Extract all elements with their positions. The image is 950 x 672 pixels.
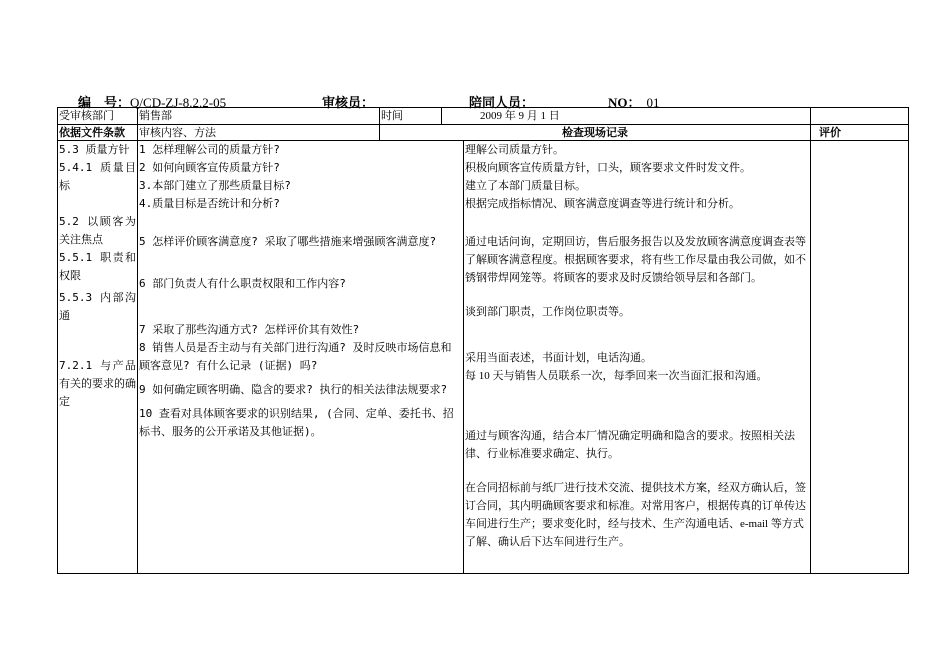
audit-checklist-table: [57, 107, 909, 574]
question-item: 7 采取了那些沟通方式? 怎样评价其有效性?: [139, 323, 360, 336]
record-number: NO： 01: [608, 95, 660, 111]
content-cell: [138, 141, 464, 574]
question-item: 8 销售人员是否主动与有关部门进行沟通? 及时反映市场信息和顾客意见? 有什么记录 (证据) 吗?: [139, 341, 452, 372]
clause-item: 5.2 以顾客为关注焦点: [59, 215, 136, 246]
audit-date: 2009 年 9 月 1 日: [480, 110, 560, 122]
dept-row: [58, 108, 909, 125]
eval-cell: [811, 141, 909, 574]
record-item: 根据完成指标情况、顾客满意度调查等进行统计和分析。: [465, 198, 740, 210]
doc-code: 编 号：Q/CD-ZJ-8.2.2-05: [78, 95, 227, 111]
question-item: 3.本部门建立了那些质量目标?: [139, 179, 291, 192]
record-item: 建立了本部门质量目标。: [465, 180, 586, 192]
audit-body-row: [58, 141, 909, 574]
clause-item: 5.5.3 内部沟通: [59, 291, 136, 322]
dept-label-cell: 受审核部门: [58, 108, 138, 125]
no-label: NO: [608, 95, 628, 110]
clause-cell: [58, 141, 138, 574]
question-item: 1 怎样理解公司的质量方针?: [139, 143, 280, 156]
time-value-cell: [442, 108, 811, 125]
question-item: 5 怎样评价顾客满意度? 采取了哪些措施来增强顾客满意度?: [139, 235, 437, 248]
escort-field: 陪同人员：: [469, 96, 535, 111]
record-item: 在合同招标前与纸厂进行技术交流、提供技术方案，经双方确认后，签订合同，其内明确顾客要求和标准。对常用客户，根据传真的订单传达车间进行生产；要求变化时，经与技术、生产沟通电话、e-mail 等方式了解、确认后下达车间进行生产。: [465, 482, 806, 548]
question-item: 4.质量目标是否统计和分析?: [139, 197, 280, 210]
doc-code-label: 编 号: [78, 96, 118, 111]
doc-code-value: Q/CD-ZJ-8.2.2-05: [130, 95, 227, 110]
question-item: 10 查看对具体顾客要求的识别结果, (合同、定单、委托书、招标书、服务的公开承诺及其他证据)。: [139, 407, 454, 438]
clause-item: 5.5.1 职责和权限: [59, 251, 136, 282]
record-item: 每 10 天与销售人员联系一次，每季回来一次当面汇报和沟通。: [465, 370, 768, 382]
record-item: 采用当面表述，书面计划，电话沟通。: [465, 352, 652, 364]
no-value: 01: [646, 95, 660, 110]
col-header-clause: 依据文件条款: [58, 125, 138, 141]
col-header-content: 审核内容、方法: [138, 125, 380, 141]
record-item: 通过与顾客沟通，结合本厂情况确定明确和隐含的要求。按照相关法律、行业标准要求确定、执行。: [465, 430, 795, 460]
dept-value-cell: 销售部: [138, 108, 380, 125]
record-item: 通过电话问询，定期回访，售后服务报告以及发放顾客满意度调查表等了解顾客满意程度。根据顾客要求，将有些工作尽量由我公司做，如不锈钢带焊网笼等。将顾客的要求及时反馈给领导层和各部门。: [465, 236, 806, 284]
col-header-eval: 评价: [811, 125, 909, 141]
record-cell: [464, 141, 811, 574]
dept-row-blank: [811, 108, 909, 125]
question-item: 2 如何向顾客宣传质量方针?: [139, 161, 280, 174]
clause-item: 5.4.1 质量目标: [59, 161, 136, 192]
col-header-record: 检查现场记录: [380, 125, 811, 141]
clause-item: 7.2.1 与产品有关的要求的确定: [59, 359, 136, 408]
column-header-row: [58, 125, 909, 141]
clause-item: 5.3 质量方针: [59, 143, 130, 156]
auditor-label: 审核员: [322, 96, 362, 111]
record-item: 谈到部门职责，工作岗位职责等。: [465, 306, 630, 318]
question-item: 6 部门负责人有什么职责权限和工作内容?: [139, 277, 346, 290]
auditor-field: 审核员：: [322, 96, 375, 111]
record-item: 理解公司质量方针。: [465, 144, 564, 156]
time-label-cell: 时间: [380, 108, 442, 125]
question-item: 9 如何确定顾客明确、隐含的要求? 执行的相关法律法规要求?: [139, 383, 448, 396]
escort-label: 陪同人员: [469, 96, 522, 111]
record-item: 积极向顾客宣传质量方针，口头，顾客要求文件时发文件。: [465, 162, 751, 174]
